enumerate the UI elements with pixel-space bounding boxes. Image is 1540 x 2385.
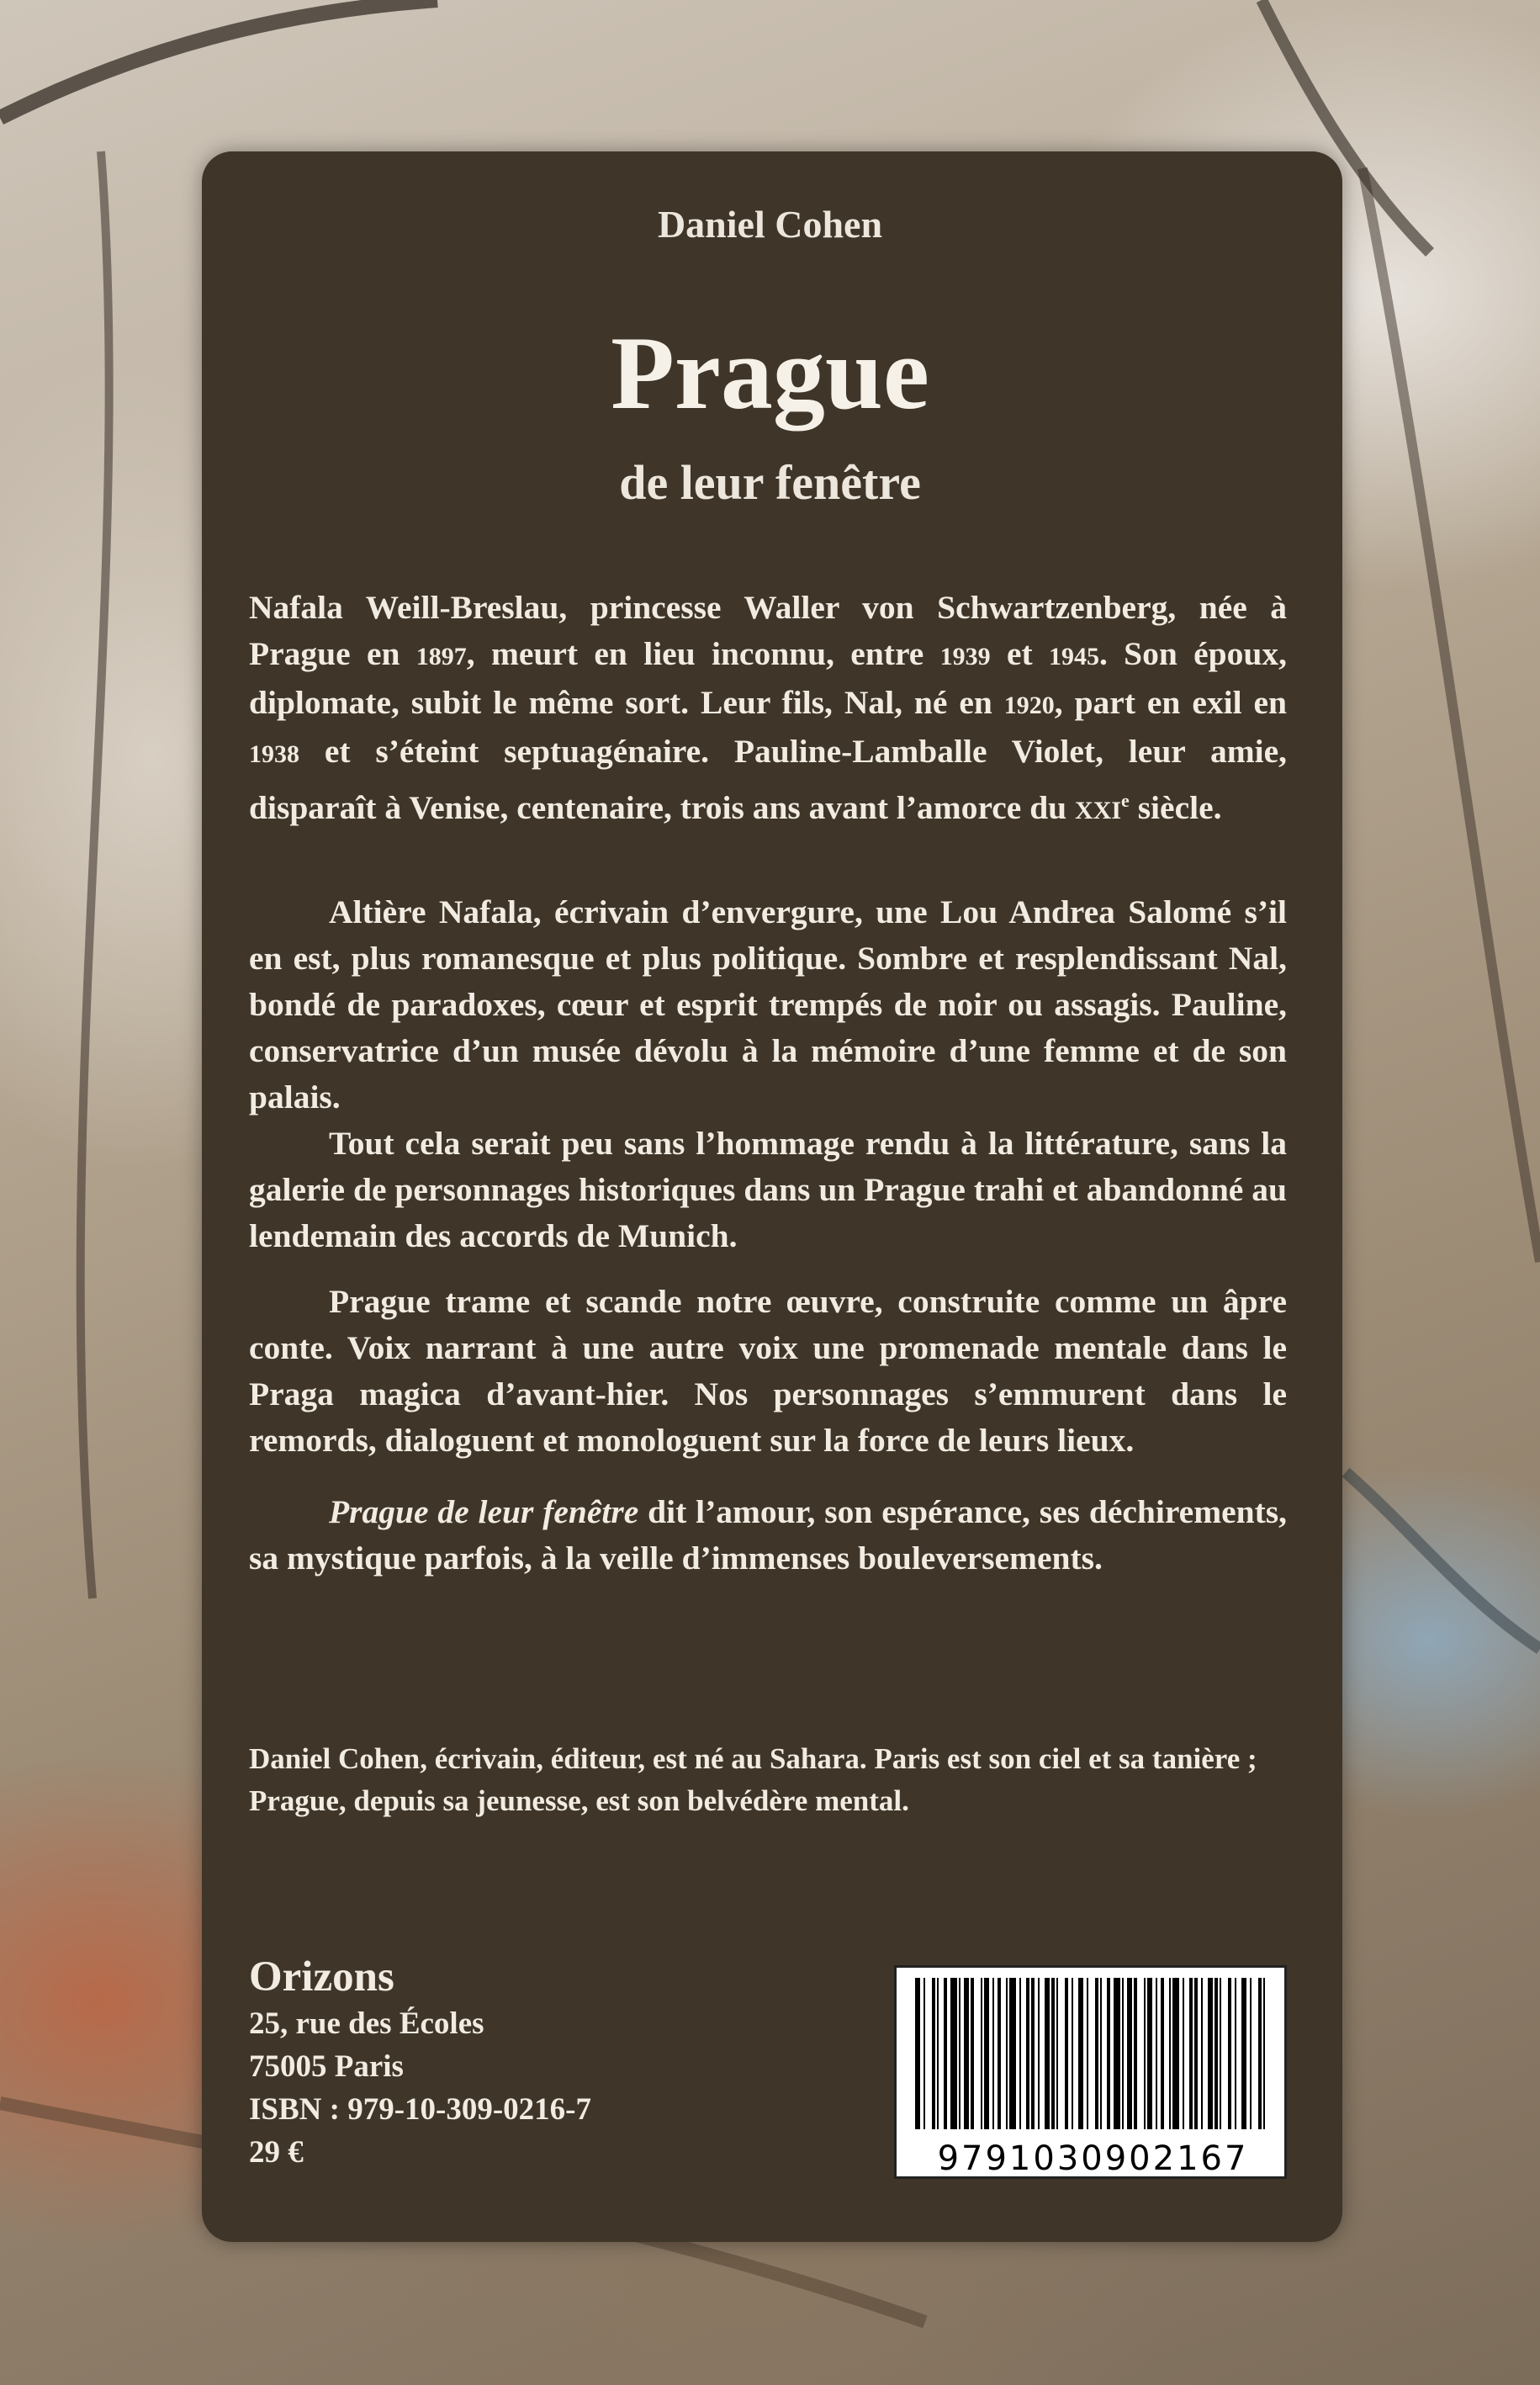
barcode-bar <box>923 1978 925 2129</box>
barcode-bar <box>964 1978 969 2129</box>
barcode-bar <box>1241 1978 1246 2129</box>
barcode-bar <box>1258 1978 1262 2129</box>
book-subtitle: de leur fenêtre <box>619 455 921 510</box>
publisher-city: 75005 Paris <box>249 2049 404 2084</box>
barcode-bar <box>1122 1978 1124 2129</box>
isbn-barcode <box>894 1965 1287 2179</box>
barcode-bar <box>1147 1978 1152 2129</box>
barcode-bar <box>959 1978 961 2129</box>
blurb-paragraph-3: Tout cela serait peu sans l’hommage rendu à la littérature, sans la galerie de personnages historiques dans un Prague trahi et abandonné au lendemain des accords de Munich. <box>249 1125 1287 1254</box>
barcode-bar <box>1183 1978 1184 2129</box>
blurb-paragraph-1: Nafala Weill-Breslau, princesse Waller von Schwartzenberg, née à Prague en 1897, meurt en lieu inconnu, entre 1939 et 1945. Son époux, diplomate, subit le même sort. Leur fils, Nal, né en 1920, part en exil en 1938 et s’éteint septuagénaire. Pauline-Lamballe Violet, leur amie, disparaît à Venise, centenaire, trois ans avant l’amorce du XXIe siècle. <box>249 589 1287 827</box>
barcode-bar <box>1172 1978 1179 2129</box>
barcode-bar <box>1065 1978 1068 2129</box>
barcode-bar <box>1006 1978 1008 2129</box>
barcode-bar <box>1114 1978 1120 2129</box>
barcode-bar <box>1026 1978 1029 2129</box>
barcode-bar <box>1134 1978 1137 2129</box>
barcode-bars-icon <box>897 1968 1284 2136</box>
barcode-bar <box>915 1978 920 2129</box>
barcode-bar <box>1250 1978 1252 2129</box>
barcode-digits: 9791030902167 <box>937 2139 1249 2178</box>
barcode-bar <box>1051 1978 1055 2129</box>
barcode-bar <box>1228 1978 1231 2129</box>
barcode-bar <box>1201 1978 1203 2129</box>
barcode-bar <box>1100 1978 1102 2129</box>
barcode-bar <box>1220 1978 1221 2129</box>
barcode-bar <box>1169 1978 1171 2129</box>
barcode-bar <box>1087 1978 1088 2129</box>
barcode-bar <box>984 1978 989 2129</box>
barcode-bar <box>992 1978 994 2129</box>
barcode-bar <box>1208 1978 1213 2129</box>
book-title: Prague <box>611 315 929 431</box>
barcode-bar <box>1215 1978 1218 2129</box>
barcode-bar <box>1038 1978 1040 2129</box>
barcode-bar <box>1031 1978 1035 2129</box>
barcode-bar <box>932 1978 935 2129</box>
blurb-paragraph-4: Prague trame et scande notre œuvre, construite comme un âpre conte. Voix narrant à une autre voix une promenade mentale dans le Praga magica d’avant-hier. Nos personnages s’emmurent dans le remords, dialoguent et monologuent sur la force de leurs lieux. <box>249 1283 1287 1459</box>
barcode-bar <box>1009 1978 1016 2129</box>
blurb-paragraph-5: Prague de leur fenêtre dit l’amour, son espérance, ses déchirements, sa mystique parfois, à la veille d’immenses bouleversements. <box>249 1493 1287 1577</box>
barcode-bar <box>1156 1978 1157 2129</box>
author-name: Daniel Cohen <box>657 203 883 246</box>
barcode-bar <box>1144 1978 1146 2129</box>
author-bio: Daniel Cohen, écrivain, éditeur, est né au Sahara. Paris est son ciel et sa tanière ; Prague, depuis sa jeunesse, est son belvédère mental. <box>249 1742 1257 1817</box>
publisher-name: Orizons <box>249 1953 394 2001</box>
price: 29 € <box>249 2135 304 2170</box>
barcode-bar <box>1078 1978 1083 2129</box>
blurb-paragraph-2: Altière Nafala, écrivain d’envergure, une Lou Andrea Salomé s’il en est, plus romanesque et plus politique. Sombre et resplendissant Nal, bondé de paradoxes, cœur et esprit trempés de noir ou assagis. Pauline, conservatrice d’un musée dévolu à la mémoire d’une femme et de son palais. Tout cela serait peu sans l’hommage rendu à la littérature, sans la galerie de personnages historiques dans un Prague trahi et abandonné au lendemain des accords de Munich. <box>249 889 1287 1259</box>
barcode-bar <box>1045 1978 1050 2129</box>
title-italic: Prague de leur fenêtre <box>329 1493 639 1530</box>
barcode-bar <box>944 1978 947 2129</box>
barcode-bar <box>1019 1978 1021 2129</box>
barcode-bar <box>1189 1978 1193 2129</box>
barcode-bar <box>971 1978 974 2129</box>
barcode-bar <box>1095 1978 1098 2129</box>
barcode-bar <box>981 1978 982 2129</box>
barcode-bar <box>1056 1978 1058 2129</box>
publisher-block <box>249 1952 591 2174</box>
barcode-bar <box>998 1978 1001 2129</box>
barcode-bar <box>1235 1978 1236 2129</box>
barcode-bar <box>937 1978 939 2129</box>
barcode-bar <box>1107 1978 1110 2129</box>
barcode-bar <box>950 1978 957 2129</box>
barcode-bar <box>1072 1978 1073 2129</box>
barcode-bar <box>1161 1978 1164 2129</box>
barcode-bar <box>1194 1978 1198 2129</box>
barcode-bar <box>1127 1978 1132 2129</box>
publisher-street: 25, rue des Écoles <box>249 2006 484 2041</box>
isbn: ISBN : 979-10-309-0216-7 <box>249 2092 591 2127</box>
barcode-bar <box>1263 1978 1265 2129</box>
